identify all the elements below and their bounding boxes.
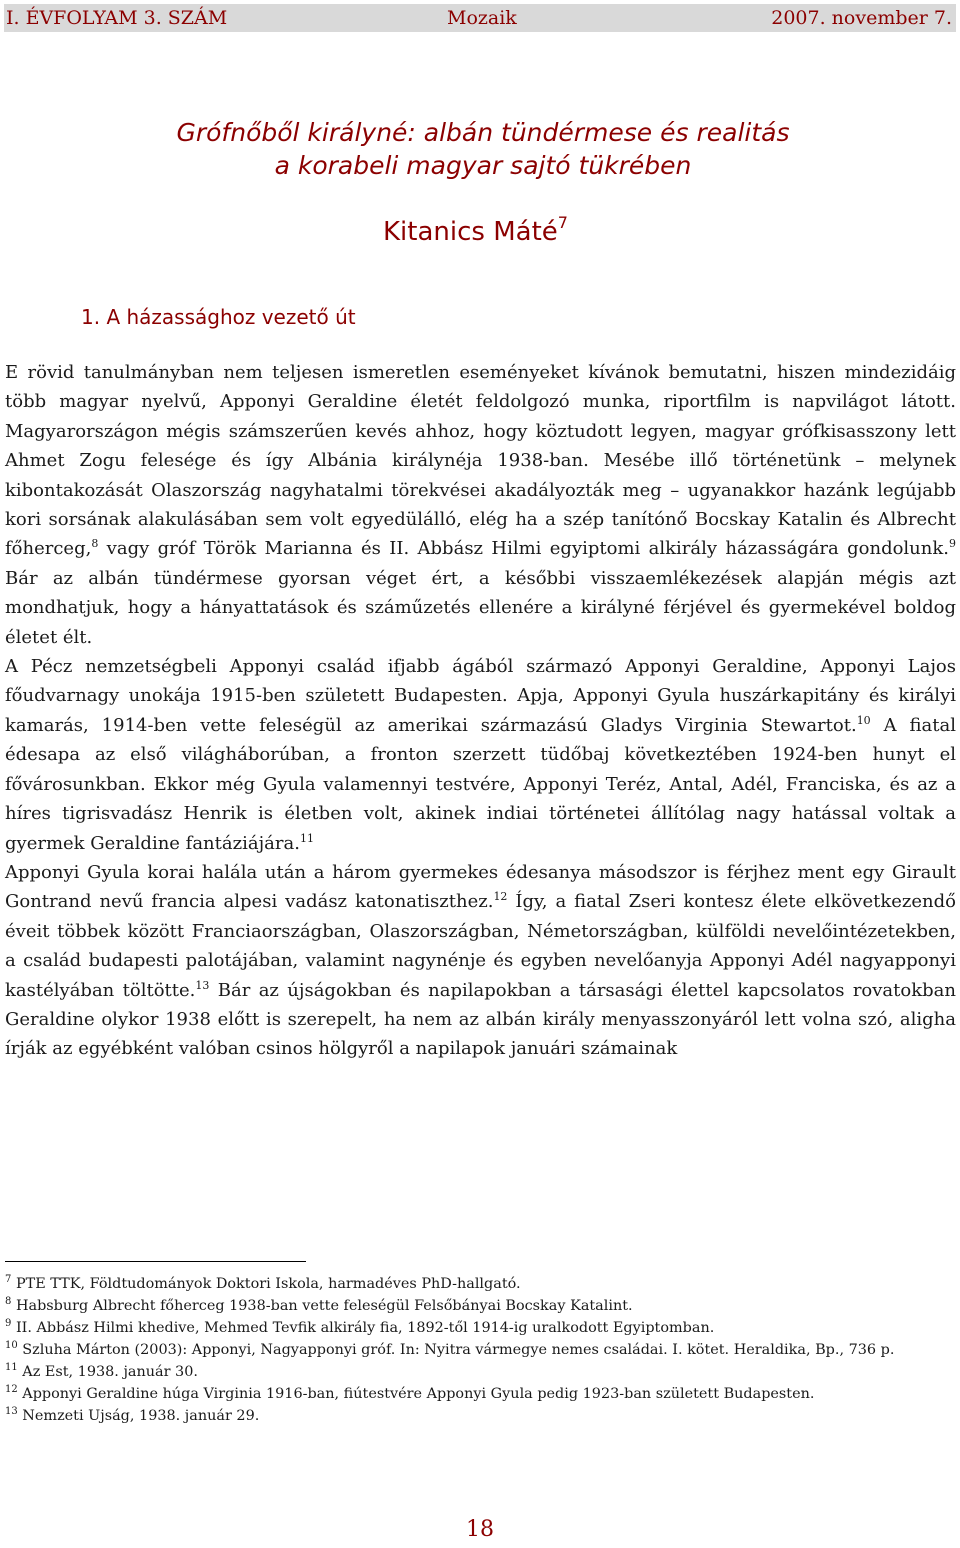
footnote-text: Szluha Márton (2003): Apponyi, Nagyapponyi gróf. In: Nyitra vármegye nemes családai. I. kötet. Heraldika, Bp., 736 p. bbox=[17, 1342, 895, 1358]
paragraph-2 bbox=[5, 652, 956, 858]
footnote-text: Habsburg Albrecht főherceg 1938-ban vette feleségül Felsőbányai Bocskay Katalint. bbox=[11, 1298, 633, 1314]
footnote-8 bbox=[5, 1295, 956, 1317]
footnote-ref: 10 bbox=[856, 713, 871, 727]
author-name bbox=[383, 213, 568, 247]
footnote-text: PTE TTK, Földtudományok Doktori Iskola, harmadéves PhD-hallgató. bbox=[11, 1276, 521, 1292]
footnote-9 bbox=[5, 1317, 956, 1339]
footnote-text: II. Abbász Hilmi khedive, Mehmed Tevfik alkirály fia, 1892-től 1914-ig uralkodott Egyiptomban. bbox=[11, 1320, 715, 1336]
header-volume: I. ÉVFOLYAM 3. SZÁM bbox=[6, 7, 228, 29]
footnote-text: Apponyi Geraldine húga Virginia 1916-ban, fiútestvére Apponyi Gyula pedig 1923-ban született Budapesten. bbox=[17, 1386, 815, 1402]
footnote-ref: 8 bbox=[91, 537, 99, 551]
article-body bbox=[5, 358, 956, 1064]
footnote-number: 9 bbox=[5, 1318, 12, 1330]
paragraph-text: Apponyi Gyula korai halála után a három gyermekes édesanya másodszor is férjhez ment egy Girault Gontrand nevű francia alpesi vadász katonatiszthez. bbox=[5, 861, 956, 913]
article-title-line-2: a korabeli magyar sajtó tükrében bbox=[274, 151, 692, 180]
footnote-ref: 9 bbox=[949, 537, 956, 551]
header-date: 2007. november 7. bbox=[771, 7, 952, 29]
running-header bbox=[4, 4, 956, 32]
author-footnote-ref: 7 bbox=[557, 213, 568, 232]
footnote-12 bbox=[5, 1383, 956, 1405]
footnote-ref: 11 bbox=[299, 831, 314, 845]
paragraph-text: A fiatal édesapa az első világháborúban, a fronton szerzett tüdőbaj következtében 1924-ben hunyt el fővárosunkban. Ekkor még Gyula valamennyi testvére, Apponyi Teréz, Antal, Adél, Franciska, és az a híres tigrisvadász Henrik is életben volt, akinek indiai történetei állítólag nagy hatással voltak a gyermek Geraldine fantáziájára. bbox=[5, 714, 957, 854]
paragraph-text: Bár az újságokban és napilapokban a társasági élettel kapcsolatos rovatokban Geraldine olykor 1938 előtt is szerepelt, ha nem az albán király menyasszonyáról lett volna szó, aligha írják az egyébként valóban csinos hölgyről a napilapok januári számainak bbox=[5, 979, 956, 1060]
footnote-7 bbox=[5, 1273, 956, 1295]
paragraph-text: A Pécz nemzetségbeli Apponyi család ifjabb ágából származó Apponyi Geraldine, Apponyi Lajos főudvarnagy unokája 1915-ben született Budapesten. Apja, Apponyi Gyula huszárkapitány és királyi kamarás, 1914-ben vette feleségül az amerikai származású Gladys Virginia Stewartot. bbox=[5, 656, 956, 736]
footnote-number: 7 bbox=[5, 1274, 12, 1286]
footnotes bbox=[5, 1273, 956, 1427]
footnote-number: 13 bbox=[5, 1406, 18, 1418]
author-text: Kitanics Máté bbox=[383, 217, 558, 247]
footnote-11 bbox=[5, 1361, 956, 1383]
footnote-number: 8 bbox=[5, 1296, 12, 1308]
footnote-10 bbox=[5, 1339, 956, 1361]
footnote-text: Nemzeti Ujság, 1938. január 29. bbox=[17, 1408, 260, 1424]
footnote-number: 12 bbox=[5, 1384, 18, 1396]
paragraph-text: E rövid tanulmányban nem teljesen ismeretlen eseményeket kívánok bemutatni, hiszen mindezidáig több magyar nyelvű, Apponyi Geraldine életét feldolgozó munka, riportfilm is napvilágot látott. Magyarországon mégis számszerűen kevés ahhoz, hogy köztudott legyen, magyar grófkisasszony lett Ahmet Zogu felesége és így Albánia királynéja 1938-ban. Mesébe illő történetünk – melynek kibontakozását Olaszország nagyhatalmi törekvései akadályozták meg – ugyanakkor hazánk legújabb kori sorsának alakulásában sem volt egyedülálló, elég ha a szép tanítónő Bocskay Katalin és Albrecht főherceg, bbox=[5, 362, 956, 560]
footnote-ref: 13 bbox=[195, 978, 210, 992]
footnote-number: 10 bbox=[5, 1340, 18, 1352]
page-number: 18 bbox=[466, 1517, 494, 1542]
footnote-13 bbox=[5, 1405, 956, 1427]
paragraph-3 bbox=[5, 858, 956, 1064]
article-title-line-1: Grófnőből királyné: albán tündérmese és realitás bbox=[176, 118, 790, 147]
section-heading: 1. A házassághoz vezető út bbox=[81, 305, 356, 329]
footnote-divider bbox=[5, 1261, 306, 1262]
paragraph-text: Bár az albán tündérmese gyorsan véget ért, a későbbi visszaemlékezések alapján mégis azt mondhatjuk, hogy a hányattatások és száműzetés ellenére a királyné férjével és gyermekével boldog életet élt. bbox=[5, 567, 956, 648]
footnote-number: 11 bbox=[5, 1362, 18, 1374]
header-section: Mozaik bbox=[447, 7, 517, 29]
footnote-text: Az Est, 1938. január 30. bbox=[17, 1364, 198, 1380]
paragraph-1 bbox=[5, 358, 956, 652]
footnote-ref: 12 bbox=[493, 890, 508, 904]
paragraph-text: vagy gróf Török Marianna és II. Abbász Hilmi egyiptomi alkirály házasságára gondolunk. bbox=[98, 538, 949, 560]
paragraph-text: Így, a fiatal Zseri kontesz élete elkövetkezendő éveit többek között Franciaországban, Olaszországban, Németországban, külföldi nevelőintézetekben, a család budapesti palotájában, valamint nagynénje és egyben nevelőanyja Apponyi Adél nagyapponyi kastélyában töltötte. bbox=[5, 891, 956, 1001]
